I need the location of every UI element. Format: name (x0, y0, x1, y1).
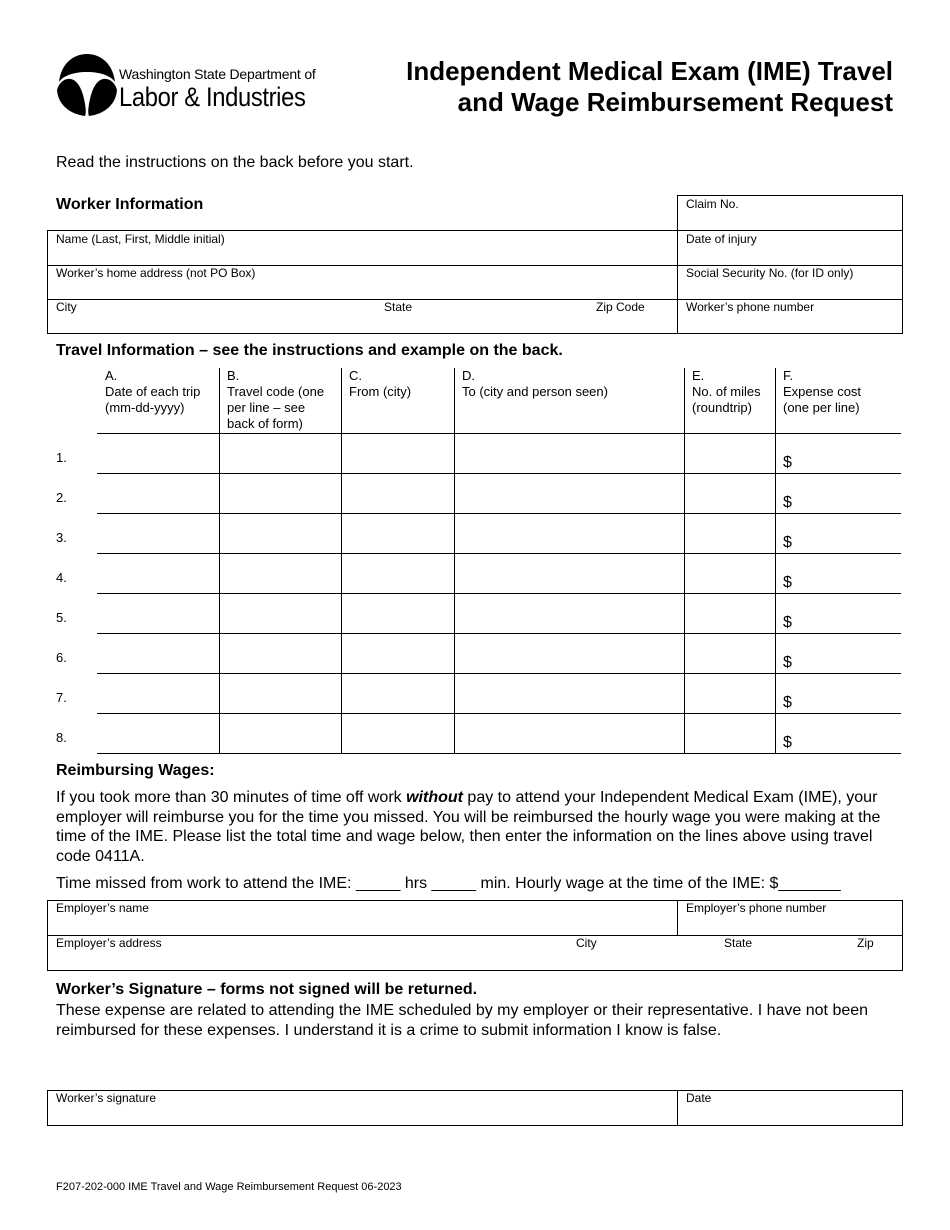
travel-cell[interactable] (776, 434, 900, 472)
travel-cell[interactable] (220, 434, 340, 472)
city-state-zip-field[interactable] (48, 300, 676, 333)
travel-cell[interactable] (776, 594, 900, 632)
agency-name-line1: Washington State Department of (119, 66, 316, 82)
travel-cell[interactable] (220, 594, 340, 632)
travel-col-header: A. Date of each trip (mm-dd-yyyy) (105, 368, 201, 415)
time-missed-line[interactable]: Time missed from work to attend the IME: _____ hrs _____ min. Hourly wage at the time of the IME: $_______ (56, 875, 841, 892)
agency-name-line2: Labor & Industries (119, 82, 306, 112)
claim-no-field[interactable] (677, 195, 903, 231)
travel-cell[interactable] (685, 714, 774, 752)
travel-row-number: 7. (56, 690, 67, 705)
travel-row-number: 1. (56, 450, 67, 465)
employer-name-label: Employer’s name (56, 901, 149, 915)
home-address-field[interactable] (48, 266, 676, 299)
home-address-label: Worker’s home address (not PO Box) (56, 266, 256, 280)
dollar-sign: $ (783, 574, 792, 591)
logo-mark-icon (57, 54, 117, 116)
date-of-injury-field[interactable] (678, 231, 902, 265)
travel-cell[interactable] (342, 434, 453, 472)
travel-cell[interactable] (685, 514, 774, 552)
employer-phone-field[interactable] (678, 901, 902, 935)
ssn-field[interactable] (678, 266, 902, 299)
title-line1: Independent Medical Exam (IME) Travel (406, 56, 893, 86)
travel-row-number: 6. (56, 650, 67, 665)
intro-text: Read the instructions on the back before you start. (56, 154, 414, 171)
travel-row-number: 4. (56, 570, 67, 585)
signature-statement: These expense are related to attending the IME scheduled by my employer or their representative. I have not been reimbursed for these expenses. I understand it is a crime to submit information I know is false. (56, 1002, 869, 1039)
travel-cell[interactable] (685, 434, 774, 472)
travel-cell[interactable] (220, 474, 340, 512)
travel-cell[interactable] (220, 634, 340, 672)
travel-cell[interactable] (776, 514, 900, 552)
travel-col-header: B. Travel code (one per line – see back of form) (227, 368, 325, 431)
employer-phone-label: Employer’s phone number (686, 901, 827, 915)
travel-cell[interactable] (685, 674, 774, 712)
travel-cell[interactable] (220, 514, 340, 552)
form-footer: F207-202-000 IME Travel and Wage Reimbursement Request 06-2023 (56, 1181, 402, 1193)
travel-cell[interactable] (455, 674, 683, 712)
travel-cell[interactable] (98, 674, 218, 712)
employer-zip-label: Zip (857, 936, 874, 950)
employer-address-label: Employer’s address (56, 936, 162, 950)
travel-cell[interactable] (455, 434, 683, 472)
title-line2: and Wage Reimbursement Request (457, 87, 893, 117)
travel-cell[interactable] (342, 514, 453, 552)
worker-signature-label: Worker’s signature (56, 1091, 157, 1105)
travel-cell[interactable] (776, 634, 900, 672)
travel-cell[interactable] (98, 554, 218, 592)
travel-cell[interactable] (98, 634, 218, 672)
travel-cell[interactable] (455, 634, 683, 672)
travel-cell[interactable] (455, 714, 683, 752)
travel-col-header: F. Expense cost (one per line) (783, 368, 862, 415)
travel-cell[interactable] (776, 674, 900, 712)
travel-cell[interactable] (98, 474, 218, 512)
travel-info-heading: Travel Information – see the instructions and example on the back. (56, 342, 563, 359)
wages-paragraph: If you took more than 30 minutes of time off work without pay to attend your Independent Medical Exam (IME), your employer will reimburse you for the time you missed. You will be reimbursed the hourly wage you were making at the time of the IME. Please list the total time and wage below, then enter the information on the lines above using travel code 0411A. (56, 789, 881, 865)
dollar-sign: $ (783, 534, 792, 551)
dollar-sign: $ (783, 614, 792, 631)
travel-cell[interactable] (342, 594, 453, 632)
state-label: State (384, 300, 413, 314)
signature-date-field[interactable] (678, 1091, 902, 1125)
travel-cell[interactable] (220, 554, 340, 592)
worker-signature-field[interactable] (48, 1091, 676, 1125)
city-label: City (56, 300, 77, 314)
wages-emphasis: without (406, 789, 463, 806)
employer-name-field[interactable] (48, 901, 676, 935)
travel-cell[interactable] (98, 714, 218, 752)
employer-address-field[interactable] (48, 936, 902, 970)
worker-phone-field[interactable] (678, 300, 902, 333)
travel-cell[interactable] (342, 474, 453, 512)
travel-col-header: C. From (city) (349, 368, 412, 399)
dollar-sign: $ (783, 734, 792, 751)
travel-cell[interactable] (455, 474, 683, 512)
travel-cell[interactable] (455, 594, 683, 632)
travel-col-header: E. No. of miles (roundtrip) (692, 368, 761, 415)
signature-date-label: Date (686, 1091, 712, 1105)
travel-cell[interactable] (98, 434, 218, 472)
travel-cell[interactable] (342, 674, 453, 712)
page-title (333, 56, 893, 118)
travel-row-number: 2. (56, 490, 67, 505)
employer-state-label: State (724, 936, 753, 950)
employer-city-label: City (576, 936, 597, 950)
worker-phone-label: Worker’s phone number (686, 300, 815, 314)
travel-row-number: 8. (56, 730, 67, 745)
dollar-sign: $ (783, 454, 792, 471)
travel-col-header: D. To (city and person seen) (462, 368, 608, 399)
travel-cell[interactable] (685, 474, 774, 512)
dollar-sign: $ (783, 494, 792, 511)
name-field[interactable] (48, 231, 676, 265)
travel-cell[interactable] (342, 634, 453, 672)
travel-cell[interactable] (220, 714, 340, 752)
wages-heading: Reimbursing Wages: (56, 762, 215, 779)
date-of-injury-label: Date of injury (686, 232, 757, 246)
travel-cell[interactable] (685, 594, 774, 632)
travel-cell[interactable] (455, 514, 683, 552)
travel-cell[interactable] (455, 554, 683, 592)
travel-cell[interactable] (685, 634, 774, 672)
travel-cell[interactable] (685, 554, 774, 592)
travel-row-number: 3. (56, 530, 67, 545)
signature-heading: Worker’s Signature – forms not signed will be returned. (56, 981, 478, 998)
name-label: Name (Last, First, Middle initial) (56, 232, 225, 246)
travel-cell[interactable] (98, 594, 218, 632)
travel-cell[interactable] (220, 674, 340, 712)
travel-cell[interactable] (776, 554, 900, 592)
dollar-sign: $ (783, 694, 792, 711)
travel-cell[interactable] (342, 714, 453, 752)
zip-label: Zip Code (596, 300, 645, 314)
worker-info-heading: Worker Information (56, 196, 204, 213)
claim-no-label: Claim No. (686, 197, 739, 211)
travel-row-number: 5. (56, 610, 67, 625)
ssn-label: Social Security No. (for ID only) (686, 266, 854, 280)
dollar-sign: $ (783, 654, 792, 671)
travel-cell[interactable] (776, 714, 900, 752)
travel-cell[interactable] (776, 474, 900, 512)
travel-cell[interactable] (342, 554, 453, 592)
travel-cell[interactable] (98, 514, 218, 552)
